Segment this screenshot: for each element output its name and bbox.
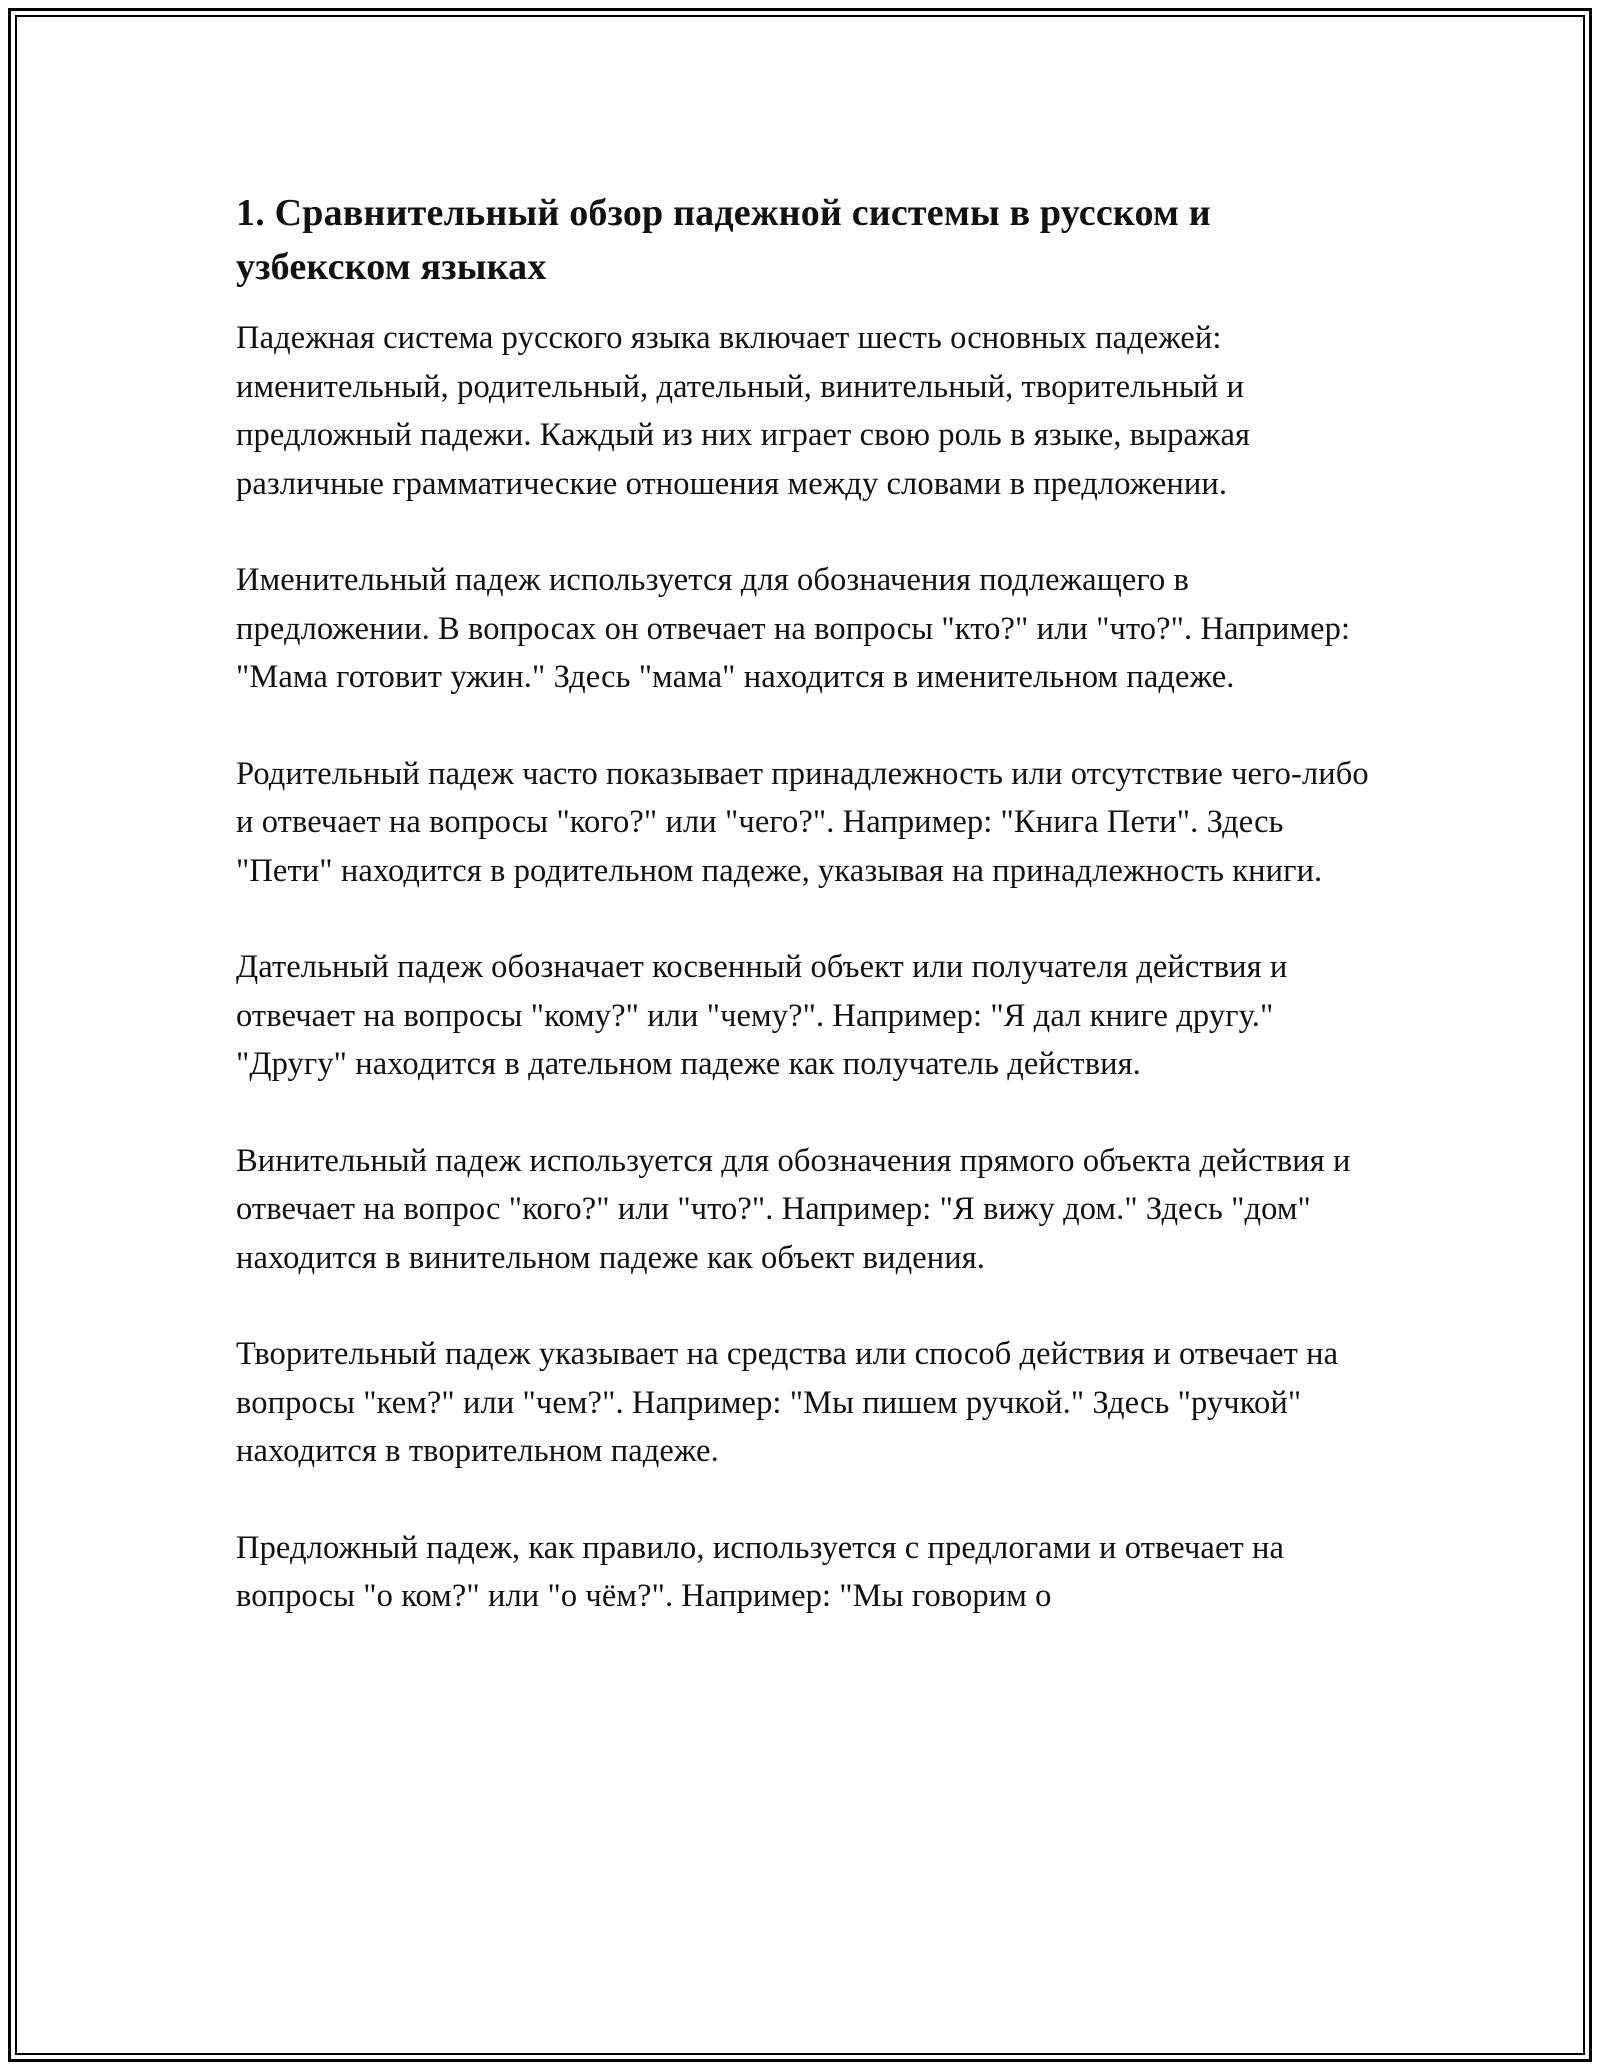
paragraph-instrumental: Творительный падеж указывает на средства или способ действия и отвечает на вопросы "кем?" или "чем?". Например: "Мы пишем ручкой." Здесь "ручкой" находится в творительном падеже. xyxy=(236,1336,1339,1469)
paragraph-nominative: Именительный падеж используется для обозначения подлежащего в предложении. В вопросах он отвечает на вопросы "кто?" или "что?". Например: "Мама готовит ужин." Здесь "мама" находится в именительном падеже. xyxy=(236,562,1351,695)
document-body xyxy=(236,186,1376,1669)
paragraph-accusative: Винительный падеж используется для обозначения прямого объекта действия и отвечает на вопрос "кого?" или "что?". Например: "Я вижу дом." Здесь "дом" находится в винительном падеже как объект видения. xyxy=(236,1142,1351,1276)
paragraph-genitive: Родительный падеж часто показывает принадлежность или отсутствие чего-либо и отвечает на вопросы "кого?" или "чего?". Например: "Книга Пети". Здесь "Пети" находится в родительном падеже, указывая на принадлежность книги. xyxy=(236,755,1369,889)
paragraph-dative: Дательный падеж обозначает косвенный объект или получателя действия и отвечает на вопросы "кому?" или "чему?". Например: "Я дал книге другу." "Другу" находится в дательном падеже как получатель действия. xyxy=(236,949,1288,1082)
section-title: 1. Сравнительный обзор падежной системы в русском и узбекском языках xyxy=(236,192,1211,288)
paragraph-intro: Падежная система русского языка включает шесть основных падежей: именительный, родительный, дательный, винительный, творительный и предложный падежи. Каждый из них играет свою роль в языке, выражая различные грамматические отношения между словами в предложении. xyxy=(236,320,1251,502)
paragraph-prepositional: Предложный падеж, как правило, используется с предлогами и отвечает на вопросы "о ком?" или "о чём?". Например: "Мы говорим о xyxy=(236,1529,1285,1614)
